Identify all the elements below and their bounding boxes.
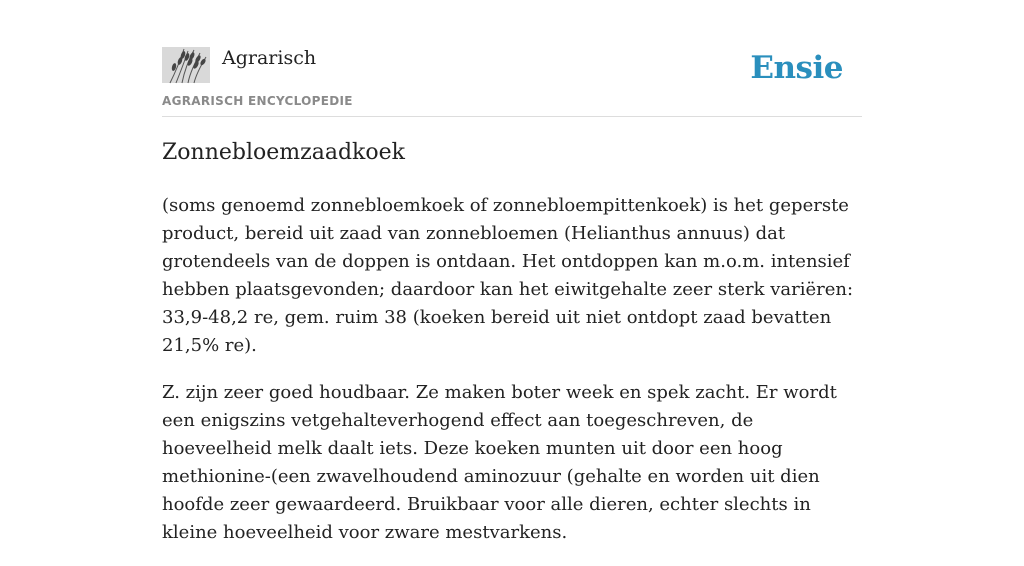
site-header: [162, 44, 862, 117]
article-paragraph: (soms genoemd zonnebloemkoek of zonnebloempittenkoek) is het geperste product, bereid uit zaad van zonnebloemen (Helianthus annuus) dat grotendeels van de doppen is ontdaan. Het ontdoppen kan m.o.m. intensief hebben plaatsgevonden; daardoor kan het eiwitgehalte zeer sterk variëren: 33,9-48,2 re, gem. ruim 38 (koeken bereid uit niet ontdopt zaad bevatten 21,5% re).: [162, 195, 854, 356]
wheat-logo-icon[interactable]: [162, 47, 210, 83]
brand-logo[interactable]: Ensie: [750, 50, 843, 86]
article-paragraph: Z. zijn zeer goed houdbaar. Ze maken boter week en spek zacht. Er wordt een enigszins vetgehalteverhogend effect aan toegeschreven, de hoeveelheid melk daalt iets. Deze koeken munten uit door een hoog methionine-(een zwavelhoudend aminozuur (gehalte en worden uit dien hoofde zeer gewaardeerd. Bruikbaar voor alle dieren, echter slechts in kleine hoeveelheid voor zware mestvarkens.: [162, 382, 837, 543]
article-body: [162, 192, 862, 566]
publisher-name[interactable]: Agrarisch: [222, 47, 317, 69]
article-title: Zonnebloemzaadkoek: [162, 140, 405, 165]
publisher-subtitle[interactable]: AGRARISCH ENCYCLOPEDIE: [162, 94, 353, 108]
